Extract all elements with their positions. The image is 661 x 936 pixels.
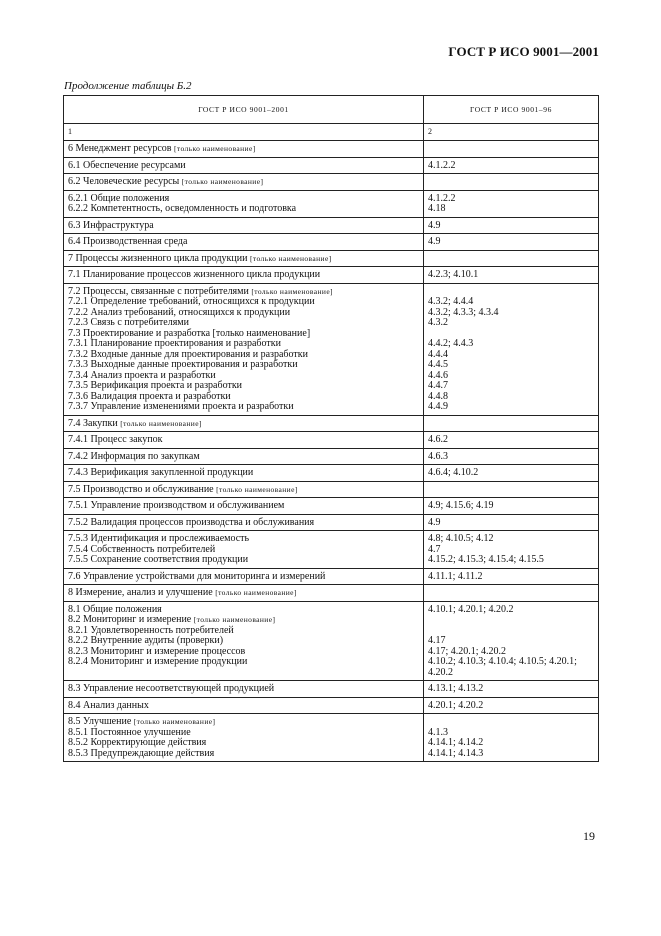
table-row <box>64 157 599 174</box>
clause-text: 6.3 Инфраструктура <box>68 219 154 231</box>
reference-line: 4.9 <box>428 236 441 247</box>
name-only-note: [только наименование] <box>215 588 297 597</box>
clause-cell-96 <box>424 174 599 191</box>
clause-cell-2001 <box>64 157 424 174</box>
table-row <box>64 514 599 531</box>
clause-text: 7.4.3 Верификация закупленной продукции <box>68 467 254 478</box>
clause-text: 7.5.4 Собственность потребителей <box>68 543 216 555</box>
clause-cell-96 <box>424 714 599 762</box>
reference-line: 4.13.1; 4.13.2 <box>428 683 484 694</box>
clause-line <box>68 588 419 599</box>
clause-cell-2001 <box>64 217 424 234</box>
reference-line: 4.15.2; 4.15.3; 4.15.4; 4.15.5 <box>428 554 544 565</box>
column-header-96: ГОСТ Р ИСО 9001–96 <box>424 96 599 124</box>
table-row <box>64 531 599 569</box>
clause-cell-2001 <box>64 714 424 762</box>
clause-cell-96 <box>424 283 599 415</box>
table-row <box>64 448 599 465</box>
clause-line <box>68 485 419 496</box>
clause-line <box>68 555 419 566</box>
clause-line <box>68 657 419 668</box>
name-only-note: [только наименование] <box>133 717 216 726</box>
clause-text: 7.3.5 Верификация проекта и разработки <box>68 380 243 391</box>
reference-line: 4.4.6 <box>428 369 448 381</box>
clause-line <box>68 237 419 248</box>
reference-line: 4.17 <box>428 635 446 646</box>
reference-line: 4.10.1; 4.20.1; 4.20.2 <box>428 603 514 615</box>
clause-line <box>68 435 419 446</box>
reference-line: 4.17; 4.20.1; 4.20.2 <box>428 645 507 657</box>
clause-text: 7.3.2 Входные данные для проектирования и разработки <box>68 348 308 360</box>
column-header-2001: ГОСТ Р ИСО 9001–2001 <box>64 96 424 124</box>
clause-cell-96 <box>424 514 599 531</box>
clause-line <box>68 572 419 583</box>
clause-cell-96 <box>424 448 599 465</box>
clause-text: 7.3 Проектирование и разработка [только наименование] <box>68 327 311 339</box>
clause-text: 7.2.2 Анализ требований, относящихся к продукции <box>68 306 291 318</box>
table-caption: Продолжение таблицы Б.2 <box>64 80 192 92</box>
clause-cell-2001 <box>64 681 424 698</box>
table-row <box>64 601 599 681</box>
column-number-2: 2 <box>424 124 599 141</box>
clause-text: 7.4.1 Процесс закупок <box>68 434 163 445</box>
clause-text: 7.2 Процессы, связанные с потребителями <box>68 285 249 297</box>
clause-text: 8.2.1 Удовлетворенность потребителей <box>68 624 234 636</box>
reference-line <box>428 717 594 728</box>
reference-line: 4.1.2.2 <box>428 159 456 171</box>
reference-line: 4.1.2.2 <box>428 192 456 204</box>
clause-text: 7.3.4 Анализ проекта и разработки <box>68 369 216 381</box>
clause-cell-96 <box>424 481 599 498</box>
clause-text: 8.2.3 Мониторинг и измерение процессов <box>68 645 246 657</box>
clause-line <box>68 684 419 695</box>
reference-line: 4.6.2 <box>428 434 448 445</box>
clause-text: 7.5.2 Валидация процессов производства и обслуживания <box>68 516 315 528</box>
clause-cell-2001 <box>64 697 424 714</box>
reference-line <box>428 626 594 637</box>
clause-text: 8.5.3 Предупреждающие действия <box>68 747 215 759</box>
clause-line <box>68 204 419 215</box>
clause-text: 7.5.5 Сохранение соответствия продукции <box>68 554 249 565</box>
clause-text: 6 Менеджмент ресурсов <box>68 143 172 154</box>
reference-line: 4.14.1; 4.14.3 <box>428 747 484 759</box>
clause-cell-2001 <box>64 568 424 585</box>
clause-cell-2001 <box>64 514 424 531</box>
clause-text: 7.4 Закупки <box>68 417 118 429</box>
clause-text: 7.2.1 Определение требований, относящихся к продукции <box>68 296 315 307</box>
table-row <box>64 141 599 158</box>
clause-line <box>68 468 419 479</box>
clause-cell-96 <box>424 531 599 569</box>
clause-cell-96 <box>424 432 599 449</box>
clause-text: 6.2 Человеческие ресурсы <box>68 176 180 187</box>
clause-text: 8.5.1 Постоянное улучшение <box>68 726 191 738</box>
clause-text: 7.3.6 Валидация проекта и разработки <box>68 390 231 402</box>
clause-line <box>68 518 419 529</box>
clause-cell-2001 <box>64 190 424 217</box>
table-row <box>64 217 599 234</box>
clause-line <box>68 270 419 281</box>
clause-cell-2001 <box>64 234 424 251</box>
clause-text: 6.2.2 Компетентность, осведомленность и подготовка <box>68 203 297 214</box>
clause-cell-96 <box>424 568 599 585</box>
reference-line: 4.20.2 <box>428 666 453 678</box>
clause-cell-2001 <box>64 174 424 191</box>
reference-line: 4.20.1; 4.20.2 <box>428 699 484 711</box>
table-row <box>64 267 599 284</box>
reference-line: 4.14.1; 4.14.2 <box>428 737 484 748</box>
table-row <box>64 174 599 191</box>
reference-line: 4.18 <box>428 203 446 214</box>
clause-cell-2001 <box>64 250 424 267</box>
clause-cell-2001 <box>64 481 424 498</box>
table-body <box>64 141 599 762</box>
clause-line <box>68 402 419 413</box>
reference-line: 4.3.2; 4.3.3; 4.3.4 <box>428 306 499 318</box>
reference-line <box>428 615 594 626</box>
clause-line <box>68 749 419 760</box>
table-row <box>64 234 599 251</box>
reference-line: 4.11.1; 4.11.2 <box>428 570 483 582</box>
reference-line: 4.4.8 <box>428 390 448 402</box>
clause-text: 6.2.1 Общие положения <box>68 192 170 204</box>
clause-text: 8.3 Управление несоответствующей продукцией <box>68 683 275 694</box>
document-code: ГОСТ Р ИСО 9001—2001 <box>448 44 599 59</box>
clause-text: 7.4.2 Информация по закупкам <box>68 450 200 462</box>
clause-line <box>68 254 419 265</box>
reference-line: 4.9 <box>428 219 441 231</box>
clause-text: 7.1 Планирование процессов жизненного цикла продукции <box>68 269 321 280</box>
reference-line: 4.4.9 <box>428 401 448 412</box>
clause-text: 7.3.3 Выходные данные проектирования и разработки <box>68 359 298 370</box>
table-row <box>64 498 599 515</box>
name-only-note: [только наименование] <box>193 615 276 624</box>
clause-cell-2001 <box>64 585 424 602</box>
clause-cell-2001 <box>64 531 424 569</box>
clause-cell-96 <box>424 250 599 267</box>
name-only-note: [только наименование] <box>174 144 256 153</box>
reference-line: 4.6.4; 4.10.2 <box>428 467 479 478</box>
clause-cell-96 <box>424 141 599 158</box>
table-row <box>64 568 599 585</box>
clause-line <box>68 177 419 188</box>
reference-line: 4.3.2; 4.4.4 <box>428 296 474 307</box>
clause-cell-96 <box>424 601 599 681</box>
page-number: 19 <box>583 829 595 843</box>
clause-cell-2001 <box>64 141 424 158</box>
column-number-row <box>64 124 599 141</box>
clause-cell-2001 <box>64 601 424 681</box>
reference-line: 4.9 <box>428 516 441 528</box>
reference-line: 4.4.5 <box>428 359 448 370</box>
clause-text: 7.2.3 Связь с потребителями <box>68 317 189 328</box>
clause-cell-2001 <box>64 415 424 432</box>
table-row <box>64 697 599 714</box>
reference-line: 4.3.2 <box>428 317 448 328</box>
clause-line <box>68 701 419 712</box>
clause-cell-2001 <box>64 448 424 465</box>
clause-text: 7.6 Управление устройствами для мониторинга и измерений <box>68 570 326 582</box>
table-row <box>64 585 599 602</box>
clause-line <box>68 221 419 232</box>
clause-cell-2001 <box>64 432 424 449</box>
table-row <box>64 481 599 498</box>
clause-cell-96 <box>424 217 599 234</box>
reference-line: 4.7 <box>428 543 441 555</box>
reference-line: 4.4.4 <box>428 348 448 360</box>
clause-cell-96 <box>424 267 599 284</box>
clause-cell-96 <box>424 681 599 698</box>
name-only-note: [только наименование] <box>181 177 264 186</box>
name-only-note: [только наименование] <box>120 418 202 428</box>
correspondence-table <box>63 95 599 762</box>
clause-text: 7.5.1 Управление производством и обслуживанием <box>68 500 285 511</box>
reference-line: 4.9; 4.15.6; 4.19 <box>428 500 494 511</box>
clause-text: 8.4 Анализ данных <box>68 699 149 711</box>
reference-line: 4.8; 4.10.5; 4.12 <box>428 533 494 544</box>
table-row <box>64 415 599 432</box>
column-number-1: 1 <box>64 124 424 141</box>
clause-cell-96 <box>424 157 599 174</box>
clause-cell-96 <box>424 190 599 217</box>
clause-text: 7.3.7 Управление изменениями проекта и разработки <box>68 401 294 412</box>
clause-cell-2001 <box>64 283 424 415</box>
clause-line <box>68 161 419 172</box>
clause-cell-96 <box>424 234 599 251</box>
clause-cell-96 <box>424 415 599 432</box>
name-only-note: [только наименование] <box>249 253 332 263</box>
clause-text: 7.5 Производство и обслуживание <box>68 483 214 495</box>
clause-cell-96 <box>424 697 599 714</box>
reference-line: 4.6.3 <box>428 450 448 462</box>
table-row <box>64 681 599 698</box>
table-header-row <box>64 96 599 124</box>
clause-text: 7.5.3 Идентификация и прослеживаемость <box>68 533 250 544</box>
clause-text: 7 Процессы жизненного цикла продукции <box>68 252 248 264</box>
table-row <box>64 465 599 482</box>
clause-text: 8 Измерение, анализ и улучшение <box>68 587 213 598</box>
clause-line <box>68 419 419 430</box>
reference-line: 4.4.7 <box>428 380 448 391</box>
clause-line <box>68 144 419 155</box>
table-row <box>64 250 599 267</box>
clause-cell-96 <box>424 585 599 602</box>
clause-cell-2001 <box>64 267 424 284</box>
clause-cell-2001 <box>64 498 424 515</box>
clause-text: 8.2.2 Внутренние аудиты (проверки) <box>68 635 224 646</box>
clause-line <box>68 501 419 512</box>
name-only-note: [только наименование] <box>216 484 298 494</box>
clause-text: 8.2.4 Мониторинг и измерение продукции <box>68 656 248 667</box>
clause-text: 6.1 Обеспечение ресурсами <box>68 159 186 171</box>
reference-line: 4.2.3; 4.10.1 <box>428 269 479 280</box>
table-row <box>64 190 599 217</box>
clause-cell-96 <box>424 498 599 515</box>
clause-text: 8.1 Общие положения <box>68 603 162 615</box>
clause-text: 8.5.2 Корректирующие действия <box>68 737 207 748</box>
clause-text: 7.3.1 Планирование проектирования и разработки <box>68 338 281 349</box>
name-only-note: [только наименование] <box>251 286 333 296</box>
reference-line: 4.1.3 <box>428 726 448 738</box>
clause-text: 6.4 Производственная среда <box>68 236 188 247</box>
table-row <box>64 283 599 415</box>
clause-text: 8.2 Мониторинг и измерение <box>68 614 192 625</box>
reference-line: 4.10.2; 4.10.3; 4.10.4; 4.10.5; 4.20.1; <box>428 656 577 667</box>
clause-text: 8.5 Улучшение <box>68 716 132 727</box>
table-row <box>64 714 599 762</box>
clause-cell-2001 <box>64 465 424 482</box>
clause-cell-96 <box>424 465 599 482</box>
clause-line <box>68 452 419 463</box>
table-row <box>64 432 599 449</box>
reference-line: 4.4.2; 4.4.3 <box>428 338 474 349</box>
